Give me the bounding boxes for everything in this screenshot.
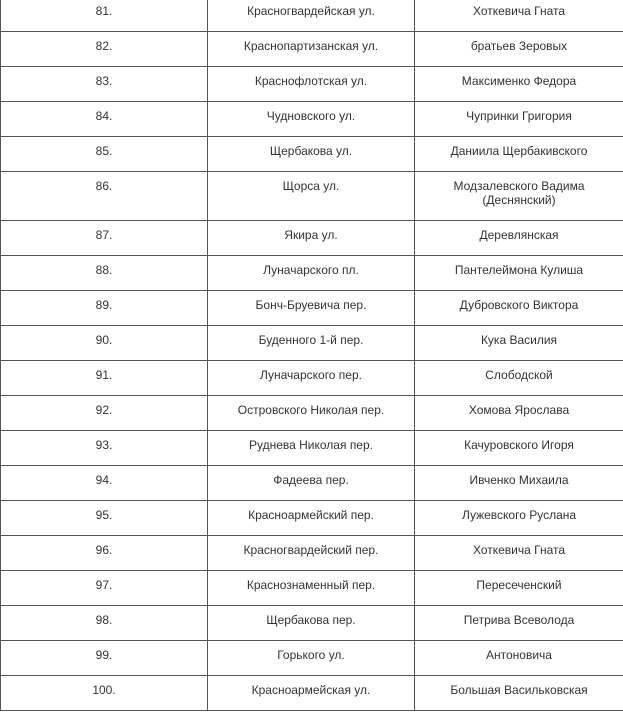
new-name-cell: Слободской bbox=[415, 361, 623, 396]
old-name-cell: Щербакова ул. bbox=[208, 137, 415, 172]
table-row bbox=[1, 67, 623, 102]
old-name-cell: Буденного 1-й пер. bbox=[208, 326, 415, 361]
row-number-cell: 84. bbox=[1, 102, 208, 137]
new-name-cell: Хомова Ярослава bbox=[415, 396, 623, 431]
new-name-cell: братьев Зеровых bbox=[415, 32, 623, 67]
row-number-cell: 88. bbox=[1, 256, 208, 291]
old-name-cell: Красноармейская ул. bbox=[208, 676, 415, 711]
table-row bbox=[1, 326, 623, 361]
row-number-cell: 81. bbox=[1, 0, 208, 32]
old-name-cell: Красногвардейская ул. bbox=[208, 0, 415, 32]
table-row bbox=[1, 466, 623, 501]
new-name-cell: Модзалевского Вадима (Деснянский) bbox=[415, 172, 623, 221]
row-number-cell: 92. bbox=[1, 396, 208, 431]
row-number-cell: 83. bbox=[1, 67, 208, 102]
old-name-cell: Луначарского пер. bbox=[208, 361, 415, 396]
row-number-cell: 95. bbox=[1, 501, 208, 536]
table-row bbox=[1, 606, 623, 641]
new-name-cell: Антоновича bbox=[415, 641, 623, 676]
table-row bbox=[1, 32, 623, 67]
new-name-cell: Максименко Федора bbox=[415, 67, 623, 102]
row-number-cell: 91. bbox=[1, 361, 208, 396]
table-row bbox=[1, 676, 623, 711]
old-name-cell: Краснопартизанская ул. bbox=[208, 32, 415, 67]
old-name-cell: Горького ул. bbox=[208, 641, 415, 676]
table-row bbox=[1, 102, 623, 137]
new-name-cell: Хоткевича Гната bbox=[415, 0, 623, 32]
table-row bbox=[1, 291, 623, 326]
new-name-cell: Лужевского Руслана bbox=[415, 501, 623, 536]
table-row bbox=[1, 361, 623, 396]
row-number-cell: 82. bbox=[1, 32, 208, 67]
table-row bbox=[1, 172, 623, 221]
row-number-cell: 96. bbox=[1, 536, 208, 571]
table-body bbox=[1, 0, 623, 711]
table-row bbox=[1, 571, 623, 606]
table-row bbox=[1, 536, 623, 571]
row-number-cell: 87. bbox=[1, 221, 208, 256]
row-number-cell: 89. bbox=[1, 291, 208, 326]
new-name-cell: Чупринки Григория bbox=[415, 102, 623, 137]
new-name-cell: Ивченко Михаила bbox=[415, 466, 623, 501]
old-name-cell: Краснознаменный пер. bbox=[208, 571, 415, 606]
new-name-cell: Большая Васильковская bbox=[415, 676, 623, 711]
table-row bbox=[1, 256, 623, 291]
table-row bbox=[1, 431, 623, 466]
old-name-cell: Якира ул. bbox=[208, 221, 415, 256]
row-number-cell: 98. bbox=[1, 606, 208, 641]
row-number-cell: 97. bbox=[1, 571, 208, 606]
table-row bbox=[1, 396, 623, 431]
table-row bbox=[1, 221, 623, 256]
row-number-cell: 90. bbox=[1, 326, 208, 361]
row-number-cell: 86. bbox=[1, 172, 208, 221]
row-number-cell: 85. bbox=[1, 137, 208, 172]
new-name-cell: Петрива Всеволода bbox=[415, 606, 623, 641]
row-number-cell: 99. bbox=[1, 641, 208, 676]
old-name-cell: Фадеева пер. bbox=[208, 466, 415, 501]
new-name-cell: Хоткевича Гната bbox=[415, 536, 623, 571]
new-name-cell: Пересеченский bbox=[415, 571, 623, 606]
old-name-cell: Луначарского пл. bbox=[208, 256, 415, 291]
row-number-cell: 100. bbox=[1, 676, 208, 711]
new-name-cell: Пантелеймона Кулиша bbox=[415, 256, 623, 291]
old-name-cell: Бонч-Бруевича пер. bbox=[208, 291, 415, 326]
old-name-cell: Руднева Николая пер. bbox=[208, 431, 415, 466]
new-name-cell: Дубровского Виктора bbox=[415, 291, 623, 326]
new-name-cell: Деревлянская bbox=[415, 221, 623, 256]
row-number-cell: 94. bbox=[1, 466, 208, 501]
table-row bbox=[1, 501, 623, 536]
table-row bbox=[1, 641, 623, 676]
table-row bbox=[1, 137, 623, 172]
new-name-cell: Даниила Щербакивского bbox=[415, 137, 623, 172]
row-number-cell: 93. bbox=[1, 431, 208, 466]
old-name-cell: Краснофлотская ул. bbox=[208, 67, 415, 102]
old-name-cell: Красногвардейский пер. bbox=[208, 536, 415, 571]
old-name-cell: Островского Николая пер. bbox=[208, 396, 415, 431]
old-name-cell: Щорса ул. bbox=[208, 172, 415, 221]
old-name-cell: Щербакова пер. bbox=[208, 606, 415, 641]
old-name-cell: Чудновского ул. bbox=[208, 102, 415, 137]
new-name-cell: Кука Василия bbox=[415, 326, 623, 361]
new-name-cell: Качуровского Игоря bbox=[415, 431, 623, 466]
old-name-cell: Красноармейский пер. bbox=[208, 501, 415, 536]
table-row bbox=[1, 0, 623, 32]
